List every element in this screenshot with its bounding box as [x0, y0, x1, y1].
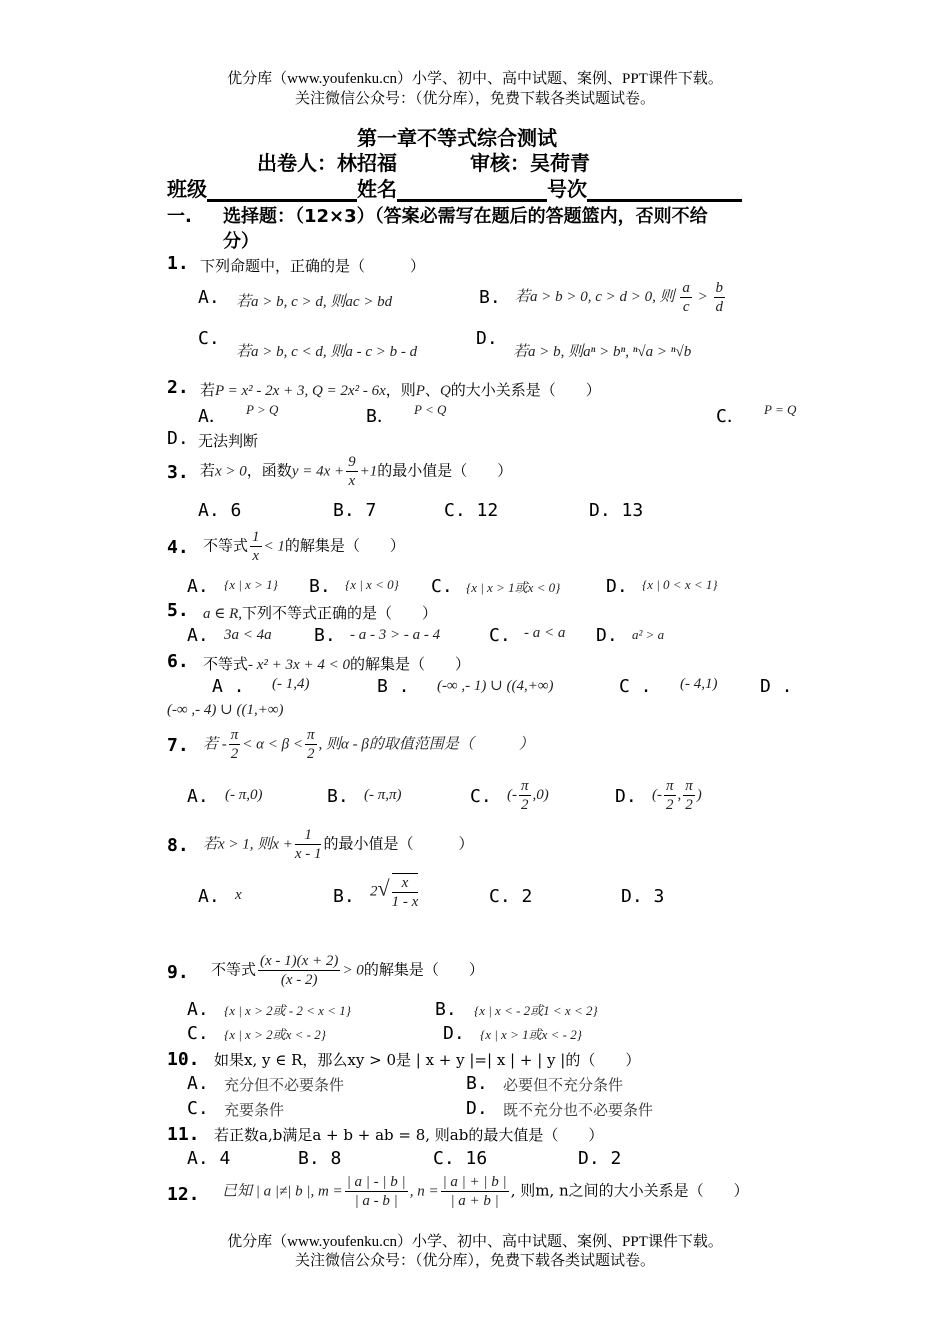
q3-number: 3.: [167, 462, 189, 483]
q5-number: 5.: [167, 600, 189, 621]
q2-option-a-text: P > Q: [246, 402, 279, 417]
q9-option-c-label[interactable]: C.: [187, 1023, 209, 1044]
q2-number: 2.: [167, 377, 189, 398]
q4-option-b-label[interactable]: B.: [309, 576, 331, 597]
q10-option-d-text: 既不充分也不必要条件: [503, 1101, 654, 1119]
q12-fraction-n: $\frac{| a | + | b |}{| a + b |}$: [442, 1174, 507, 1209]
q3-option-a[interactable]: A. 6: [198, 500, 242, 521]
q4-option-c-label[interactable]: C.: [431, 576, 453, 597]
q4-option-d-text: {x | 0 < x < 1}: [642, 577, 718, 592]
q4-fraction: $\frac{1}{x}$: [252, 529, 260, 564]
q9-option-c-text: {x | x > 2或x < - 2}: [224, 1027, 326, 1042]
q5-option-b-text: - a - 3 > - a - 4: [350, 627, 441, 643]
q1-option-c-text: 若a > b, c < d, 则a - c > b - d: [236, 344, 418, 360]
number-blank[interactable]: [587, 181, 742, 202]
q11-option-b[interactable]: B. 8: [298, 1148, 342, 1169]
q4-option-c-text: {x | x > 1或x < 0}: [466, 580, 561, 595]
class-blank[interactable]: [207, 181, 357, 202]
footer-line-1: 优分库（www.youfenku.cn）小学、初中、高中试题、案例、PPT课件下载。: [227, 1234, 723, 1250]
q12-number: 12.: [167, 1184, 200, 1205]
q7-option-c-text: (- $\frac{\pi}{2}$ ,0): [507, 778, 549, 813]
reviewer: 审核：吴荷青: [470, 151, 590, 175]
q10-option-a-text: 充分但不必要条件: [224, 1076, 345, 1094]
name-label: 姓名: [357, 177, 397, 201]
q10-option-a-label[interactable]: A.: [187, 1073, 209, 1094]
q7-number: 7.: [167, 735, 189, 756]
q2-option-c-label[interactable]: C．: [716, 406, 745, 427]
q6-option-a-label[interactable]: A .: [212, 676, 245, 697]
q1-option-b-label[interactable]: B.: [479, 287, 501, 308]
q5-option-c-text: - a < a: [524, 625, 566, 641]
q12-stem: 已知 | a |≠| b |, m = $\frac{| a | - | b |}{| a - b |}$ , n = $\frac{| a | + | b |}{| a + b |}$ , 则m, n之间的大小关系是（ ）: [222, 1174, 749, 1209]
q7-option-a-text: (- π,0): [225, 787, 263, 803]
q8-option-b-text: 2√ $\frac{x}{1 - x}$: [370, 875, 419, 910]
q1-option-a-label[interactable]: A.: [198, 287, 220, 308]
q1-b-fraction-2: $\frac{b}{d}$: [715, 280, 724, 315]
page-title: 第一章不等式综合测试: [357, 126, 557, 150]
q7-d-fraction-2: $\frac{\pi}{2}$: [685, 778, 693, 813]
q6-option-d-text: (-∞ ,- 4) ∪ ((1,+∞): [167, 702, 284, 718]
q4-option-b-text: {x | x < 0}: [345, 577, 399, 592]
q4-option-a-text: {x | x > 1}: [224, 577, 278, 592]
q5-option-c-label[interactable]: C.: [489, 625, 511, 646]
q1-number: 1.: [167, 253, 189, 274]
header-line-1: 优分库（www.youfenku.cn）小学、初中、高中试题、案例、PPT课件下载。: [227, 71, 723, 87]
q5-option-b-label[interactable]: B.: [314, 625, 336, 646]
q10-number: 10.: [167, 1049, 200, 1070]
q7-option-c-label[interactable]: C.: [470, 786, 492, 807]
q9-stem: 不等式 $\frac{(x - 1)(x + 2)}{(x - 2)}$ > 0的解集是（ ）: [211, 953, 484, 988]
q7-c-fraction: $\frac{\pi}{2}$: [521, 778, 529, 813]
q2-option-b-label[interactable]: B．: [366, 406, 395, 427]
q8-b-fraction: $\frac{x}{1 - x}$: [391, 875, 419, 910]
q9-option-a-text: {x | x > 2或 - 2 < x < 1}: [224, 1003, 351, 1018]
q8-option-b-label[interactable]: B.: [333, 886, 355, 907]
name-blank[interactable]: [397, 181, 547, 202]
q10-option-c-label[interactable]: C.: [187, 1098, 209, 1119]
q6-option-d-label[interactable]: D .: [760, 676, 793, 697]
q5-option-d-text: a² > a: [632, 627, 665, 642]
q1-stem: 下列命题中，正确的是（ ）: [200, 257, 426, 275]
q1-b-fraction-1: $\frac{a}{c}$: [682, 280, 690, 315]
q3-fraction: $\frac{9}{x}$: [348, 454, 356, 489]
q2-option-c-text: P = Q: [764, 402, 797, 417]
q7-option-d-text: (- $\frac{\pi}{2}$ , $\frac{\pi}{2}$ ): [652, 778, 702, 813]
q9-number: 9.: [167, 962, 189, 983]
q6-option-a-text: (- 1,4): [272, 676, 310, 692]
q8-option-c[interactable]: C. 2: [489, 886, 533, 907]
q10-option-b-label[interactable]: B.: [466, 1073, 488, 1094]
q11-number: 11.: [167, 1124, 200, 1145]
q2-option-a-label[interactable]: A．: [198, 406, 227, 427]
q1-option-a-text: 若a > b, c > d, 则ac > bd: [236, 294, 393, 310]
q2-option-d-text: 无法判断: [198, 432, 259, 450]
info-line: [167, 173, 742, 202]
q8-fraction: $\frac{1}{x - 1}$: [294, 827, 322, 862]
q7-option-a-label[interactable]: A.: [187, 786, 209, 807]
section-number: 一.: [167, 206, 192, 227]
q7-stem: 若 - $\frac{\pi}{2}$ < α < β < $\frac{\pi}{2}$ , 则α - β的取值范围是（ ）: [203, 727, 534, 762]
q7-fraction-1: $\frac{\pi}{2}$: [230, 727, 239, 762]
q6-option-c-text: (- 4,1): [680, 676, 718, 692]
q1-b-gt: >: [697, 288, 708, 305]
q7-option-b-label[interactable]: B.: [327, 786, 349, 807]
q8-option-a-label[interactable]: A.: [198, 886, 220, 907]
q9-option-d-text: {x | x > 1或x < - 2}: [480, 1027, 582, 1042]
q5-option-a-label[interactable]: A.: [187, 625, 209, 646]
q5-stem: a ∈ R,下列不等式正确的是（ ）: [203, 604, 438, 622]
q1-b-prefix: 若a > b > 0, c > d > 0, 则: [515, 288, 675, 305]
q9-option-a-label[interactable]: A.: [187, 999, 209, 1020]
q11-option-a[interactable]: A. 4: [187, 1148, 231, 1169]
section-heading: 选择题：（12×3）（答案必需写在题后的答题篮内，否则不给: [223, 206, 708, 227]
section-heading-cont: 分）: [223, 231, 259, 252]
q8-number: 8.: [167, 835, 189, 856]
q10-stem: 如果x, y ∈ R，那么xy > 0是 | x + y |=| x | + | y |的（ ）: [214, 1051, 641, 1069]
footer-line-2: 关注微信公众号：（优分库），免费下载各类试题试卷。: [294, 1253, 655, 1269]
q11-option-d[interactable]: D. 2: [578, 1148, 622, 1169]
class-label: 班级: [167, 177, 207, 201]
q1-option-d-text: 若a > b, 则aⁿ > bⁿ, ⁿ√a > ⁿ√b: [513, 344, 692, 360]
author: 出卷人：林招福: [257, 151, 397, 175]
q7-option-b-text: (- π,π): [364, 787, 402, 803]
q1-option-d-label[interactable]: D.: [476, 328, 498, 349]
q6-option-b-text: (-∞ ,- 1) ∪ ((4,+∞): [437, 678, 554, 694]
q10-option-c-text: 充要条件: [224, 1101, 285, 1119]
q2-option-b-text: P < Q: [414, 402, 447, 417]
q3-option-d[interactable]: D. 13: [589, 500, 644, 521]
q6-number: 6.: [167, 651, 189, 672]
q4-option-d-label[interactable]: D.: [606, 576, 628, 597]
number-label: 号次: [547, 177, 587, 201]
q12-fraction-m: $\frac{| a | - | b |}{| a - b |}$: [346, 1174, 406, 1209]
q3-option-b[interactable]: B. 7: [333, 500, 377, 521]
q10-option-b-text: 必要但不充分条件: [503, 1076, 624, 1094]
q5-option-a-text: 3a < 4a: [224, 627, 272, 643]
q8-option-d[interactable]: D. 3: [621, 886, 665, 907]
q10-option-d-label[interactable]: D.: [466, 1098, 488, 1119]
q11-stem: 若正数a,b满足a + b + ab = 8, 则ab的最大值是（ ）: [214, 1126, 604, 1144]
q11-option-c[interactable]: C. 16: [433, 1148, 488, 1169]
q6-stem: 不等式- x² + 3x + 4 < 0的解集是（ ）: [203, 655, 470, 673]
q7-d-fraction-1: $\frac{\pi}{2}$: [666, 778, 674, 813]
q9-option-d-label[interactable]: D.: [443, 1023, 465, 1044]
q9-option-b-text: {x | x < - 2或1 < x < 2}: [474, 1003, 598, 1018]
q2-stem: 若P = x² - 2x + 3, Q = 2x² - 6x，则P、Q的大小关系是（ ）: [200, 381, 601, 399]
q8-stem: 若x > 1, 则x + $\frac{1}{x - 1}$ 的最小值是（ ）: [203, 827, 474, 862]
q5-option-d-label[interactable]: D.: [596, 625, 618, 646]
q1-option-c-label[interactable]: C.: [198, 328, 220, 349]
header-line-2: 关注微信公众号：（优分库），免费下载各类试题试卷。: [294, 91, 655, 107]
q4-option-a-label[interactable]: A.: [187, 576, 209, 597]
q3-stem: 若x > 0，函数y = 4x + $\frac{9}{x}$ +1的最小值是（ ）: [200, 454, 513, 489]
q6-option-c-label[interactable]: C .: [619, 676, 652, 697]
q4-stem: 不等式 $\frac{1}{x}$ < 1的解集是（ ）: [203, 529, 405, 564]
q6-option-b-label[interactable]: B .: [377, 676, 410, 697]
q1-option-b-text: [515, 279, 727, 316]
q7-fraction-2: $\frac{\pi}{2}$: [306, 727, 315, 762]
q7-option-d-label[interactable]: D.: [615, 786, 637, 807]
q8-option-a-text: x: [235, 887, 242, 903]
q9-option-b-label[interactable]: B.: [435, 999, 457, 1020]
q4-number: 4.: [167, 537, 189, 558]
q3-option-c[interactable]: C. 12: [444, 500, 499, 521]
q2-option-d-label[interactable]: D.: [167, 428, 189, 449]
q9-fraction: $\frac{(x - 1)(x + 2)}{(x - 2)}$: [260, 953, 339, 988]
